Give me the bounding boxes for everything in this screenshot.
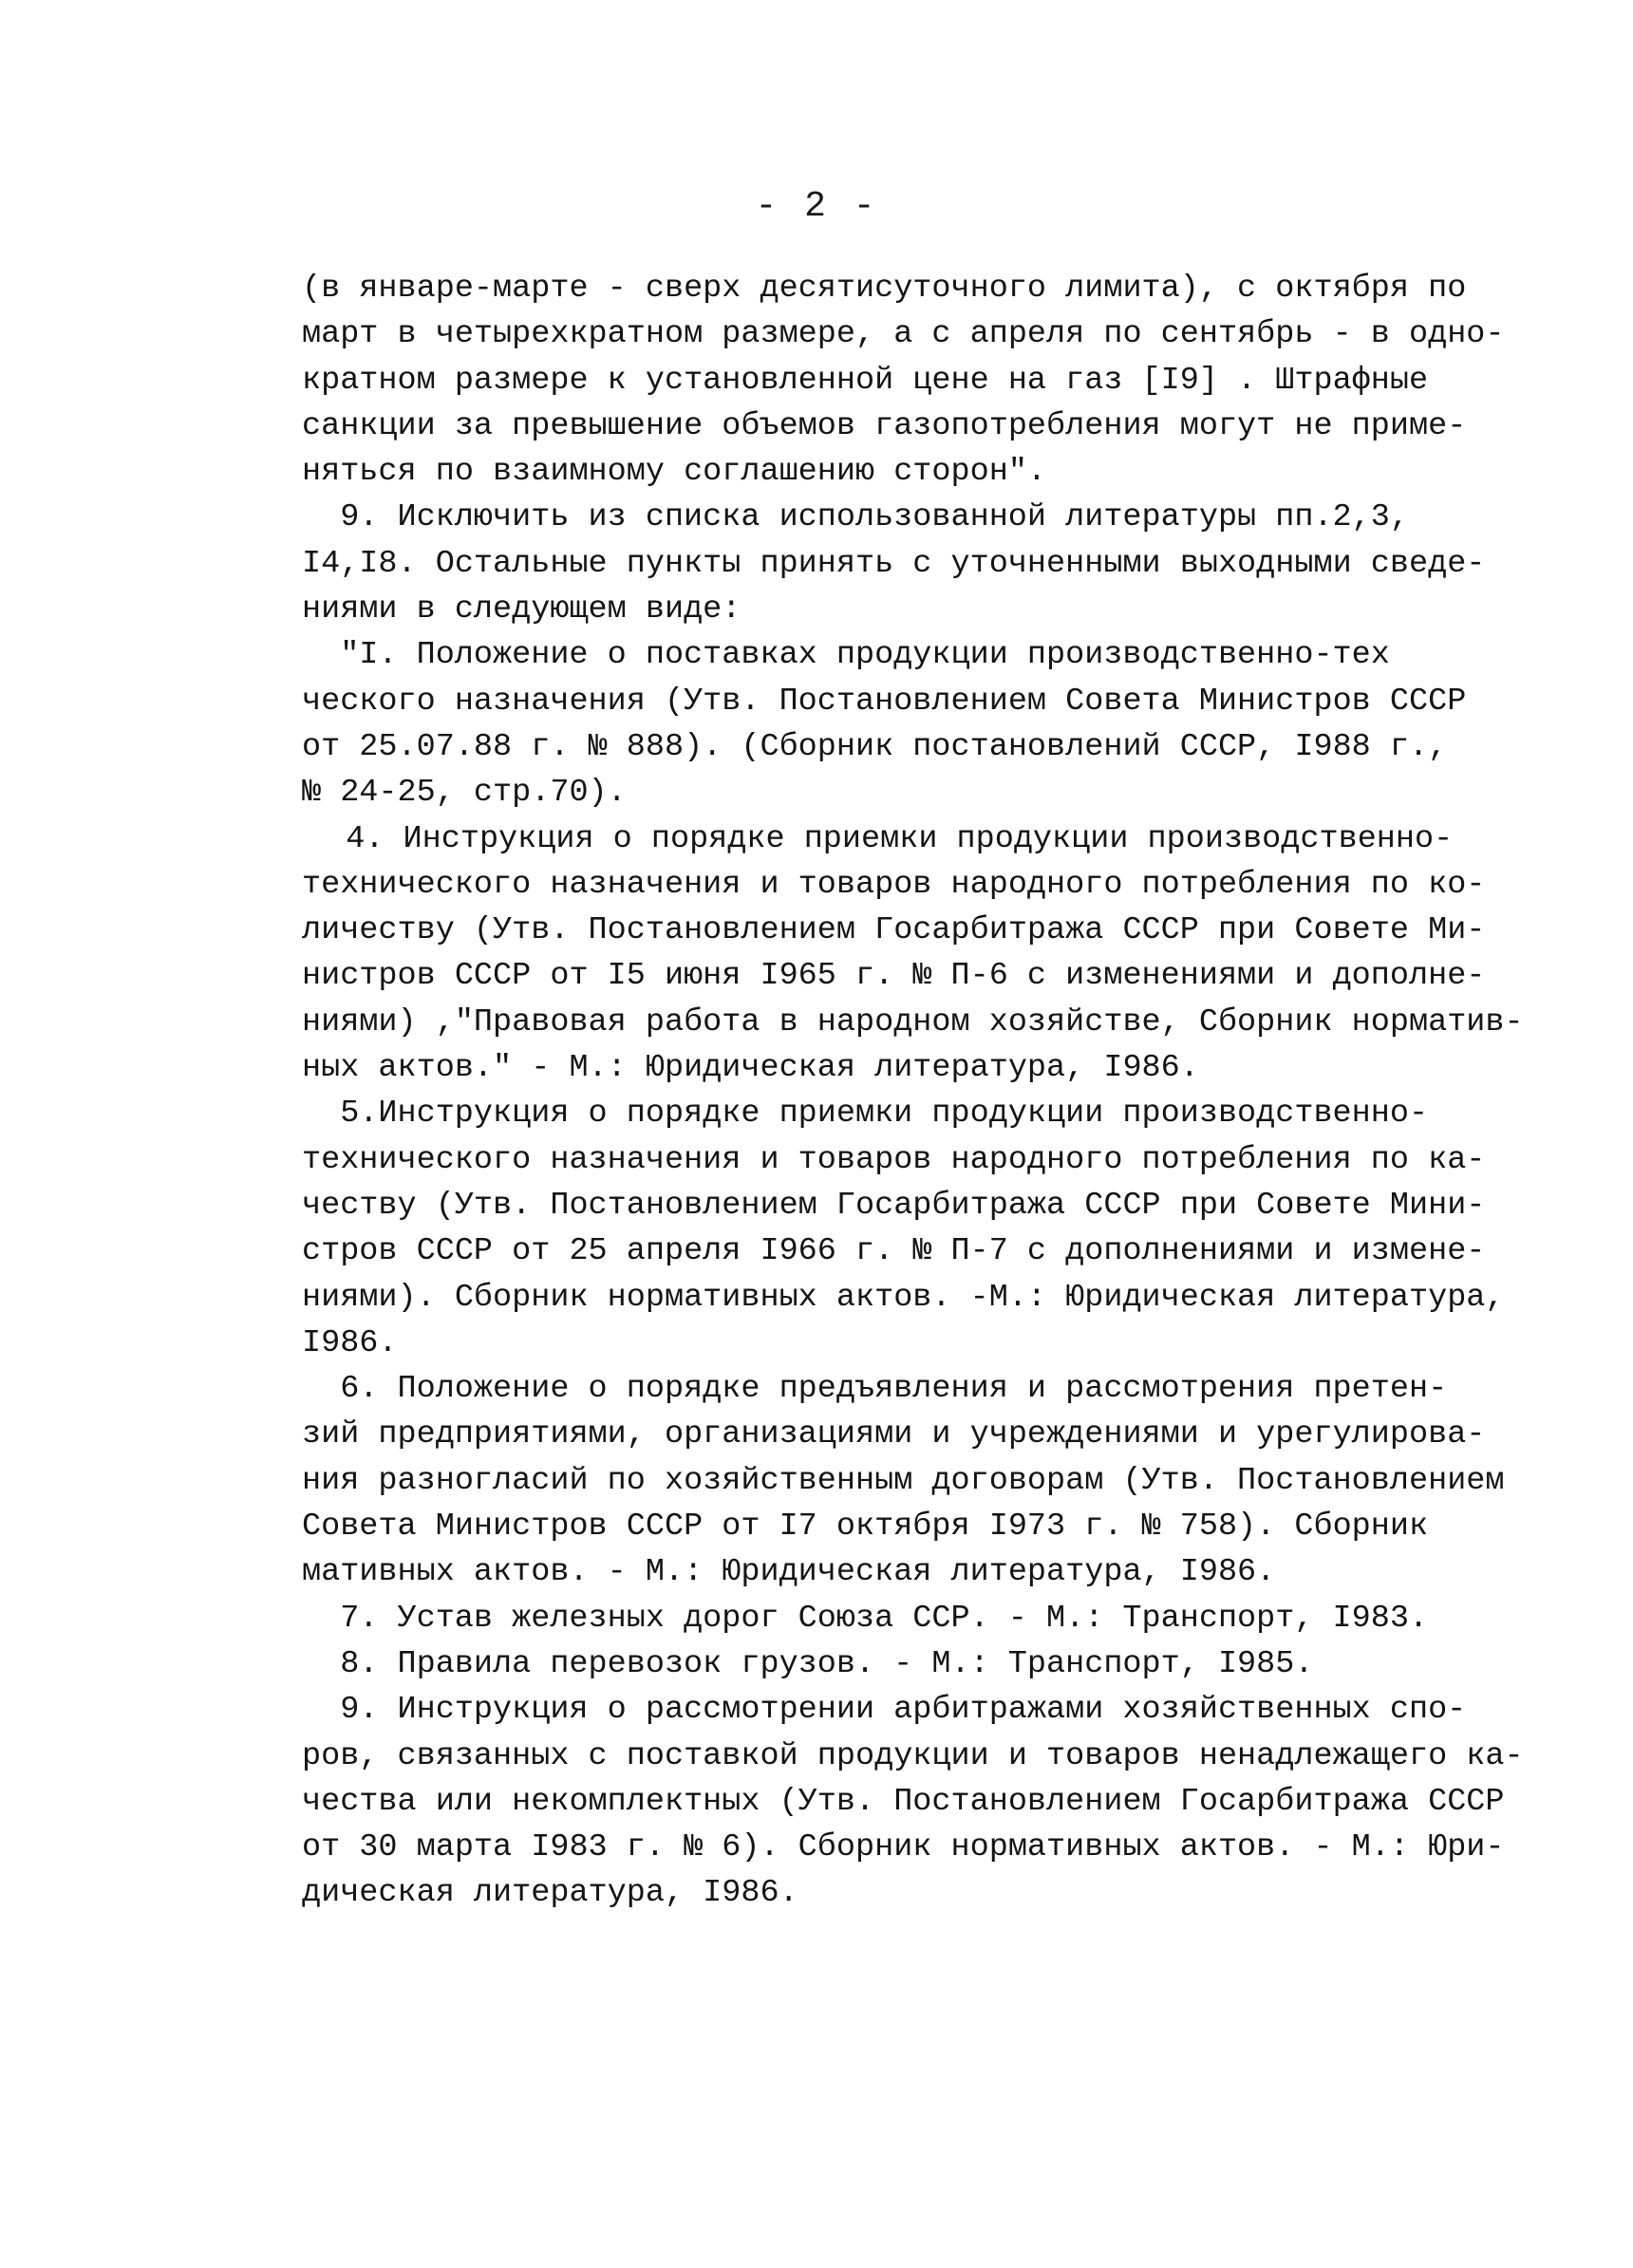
text-line: "I. Положение о поставках продукции производственно-тех (340, 637, 1390, 674)
text-line: 5.Инструкция о порядке приемки продукции производственно- (340, 1096, 1429, 1133)
text-line: ниями) ,"Правовая работа в народном хозяйстве, Сборник норматив- (302, 1003, 1524, 1040)
text-line: санкции за превышение объемов газопотребления могут не приме- (302, 407, 1467, 444)
text-line: 9. Инструкция о рассмотрении арбитражами хозяйственных спо- (340, 1692, 1467, 1729)
text-line: 7. Устав железных дорог Союза ССР. - М.: Транспорт, I983. (340, 1600, 1429, 1637)
text-line: мативных актов. - М.: Юридическая литература, I986. (302, 1554, 1276, 1591)
text-line: ческого назначения (Утв. Постановлением Совета Министров СССР (302, 683, 1467, 720)
text-line: ных актов." - М.: Юридическая литература, I986. (302, 1050, 1199, 1087)
text-line: ниями). Сборник нормативных актов. -М.: Юридическая литература, (302, 1279, 1505, 1316)
text-line: технического назначения и товаров народного потребления по ка- (302, 1141, 1486, 1178)
text-line: дическая литература, I986. (302, 1875, 798, 1912)
text-line: технического назначения и товаров народного потребления по ко- (302, 866, 1486, 903)
text-line: 9. Исключить из списка использованной литературы пп.2,3, (340, 499, 1409, 536)
text-line: от 30 марта I983 г. № 6). Сборник нормативных актов. - М.: Юри- (302, 1829, 1505, 1866)
document-body (302, 266, 1536, 1917)
text-line: I986. (302, 1324, 398, 1361)
text-line: нистров СССР от I5 июня I965 г. № П-6 с изменениями и дополне- (302, 958, 1486, 995)
text-line: ров, связанных с поставкой продукции и товаров ненадлежащего ка- (302, 1737, 1524, 1774)
page-number: - 2 - (755, 186, 878, 227)
text-line: личеству (Утв. Постановлением Госарбитража СССР при Совете Ми- (302, 912, 1486, 949)
text-line: няться по взаимному соглашению сторон". (302, 454, 1047, 491)
text-line: чества или некомплектных (Утв. Постановлением Госарбитража СССР (302, 1783, 1505, 1820)
text-line: кратном размере к установленной цене на газ [I9] . Штрафные (302, 362, 1429, 399)
text-line: ния разногласий по хозяйственным договорам (Утв. Постановлением (302, 1462, 1505, 1499)
text-line: зий предприятиями, организациями и учреждениями и урегулирова- (302, 1416, 1486, 1453)
text-line: (в январе-марте - сверх десятисуточного лимита), с октября по (302, 271, 1467, 307)
text-line: март в четырехкратном размере, а с апреля по сентябрь - в одно- (302, 316, 1505, 353)
text-line: 8. Правила перевозок грузов. - М.: Транспорт, I985. (340, 1645, 1314, 1682)
text-line: № 24-25, стр.70). (302, 775, 627, 812)
text-line: Совета Министров СССР от I7 октября I973 г. № 758). Сборник (302, 1509, 1429, 1546)
text-line: стров СССР от 25 апреля I966 г. № П-7 с дополнениями и измене- (302, 1233, 1486, 1270)
text-line: ниями в следующем виде: (302, 591, 741, 628)
text-line: I4,I8. Остальные пункты принять с уточненными выходными сведе- (302, 545, 1486, 582)
text-line: 6. Положение о порядке предъявления и рассмотрения претен- (340, 1371, 1448, 1408)
text-line: от 25.07.88 г. № 888). (Сборник постановлений СССР, I988 г., (302, 728, 1448, 765)
text-line: 4. Инструкция о порядке приемки продукции производственно- (346, 820, 1454, 857)
text-line: честву (Утв. Постановлением Госарбитража СССР при Совете Мини- (302, 1187, 1486, 1224)
